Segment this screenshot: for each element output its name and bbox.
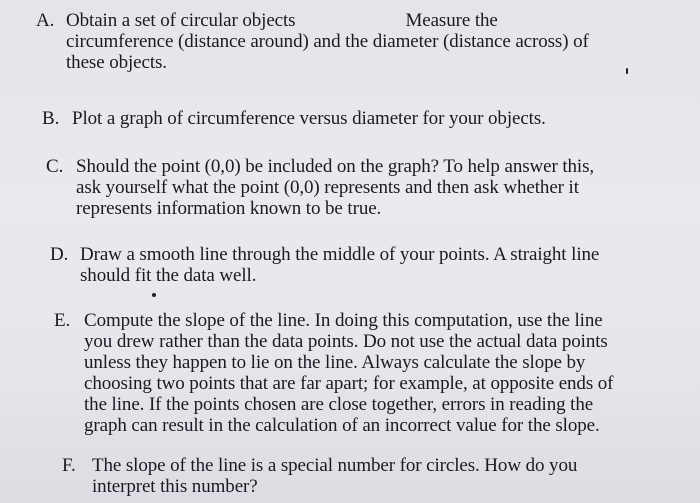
item-text-line: the line. If the points chosen are close together, errors in reading the (84, 394, 594, 415)
item-text-line: graph can result in the calculation of an incorrect value for the slope. (84, 415, 600, 436)
item-c (46, 156, 594, 219)
item-text-line: Compute the slope of the line. In doing this computation, use the line (84, 310, 603, 331)
item-b (42, 108, 546, 129)
ink-speck (626, 68, 628, 74)
item-text-line: Draw a smooth line through the middle of your points. A straight line (80, 244, 600, 265)
item-e (54, 310, 613, 436)
item-d (50, 244, 599, 286)
item-text-line: Should the point (0,0) be included on the graph? To help answer this, (76, 156, 595, 177)
ink-speck (152, 293, 156, 297)
item-letter: D. (50, 244, 69, 265)
item-text-line: interpret this number? (92, 476, 258, 497)
item-text-line: represents information known to be true. (76, 198, 382, 219)
item-text-line: Measure the (405, 10, 498, 31)
item-text-line: you drew rather than the data points. Do not use the actual data points (84, 331, 608, 352)
item-letter: C. (46, 156, 64, 177)
item-letter: A. (36, 10, 55, 31)
item-text-line: unless they happen to lie on the line. Always calculate the slope by (84, 352, 586, 373)
item-f (62, 455, 577, 497)
item-letter: B. (42, 108, 60, 129)
item-text-line: The slope of the line is a special number for circles. How do you (92, 455, 578, 476)
item-text-line: these objects. (66, 52, 167, 73)
item-text-line: Plot a graph of circumference versus diameter for your objects. (72, 108, 546, 129)
item-text-line: Obtain a set of circular objects (66, 10, 296, 31)
item-letter: E. (54, 310, 71, 331)
item-letter: F. (62, 455, 76, 476)
item-text-line: choosing two points that are far apart; for example, at opposite ends of (84, 373, 614, 394)
item-text-line: circumference (distance around) and the diameter (distance across) of (66, 31, 589, 52)
item-a (36, 10, 589, 73)
item-text-line: should fit the data well. (80, 265, 257, 286)
item-text-line: ask yourself what the point (0,0) represents and then ask whether it (76, 177, 579, 198)
